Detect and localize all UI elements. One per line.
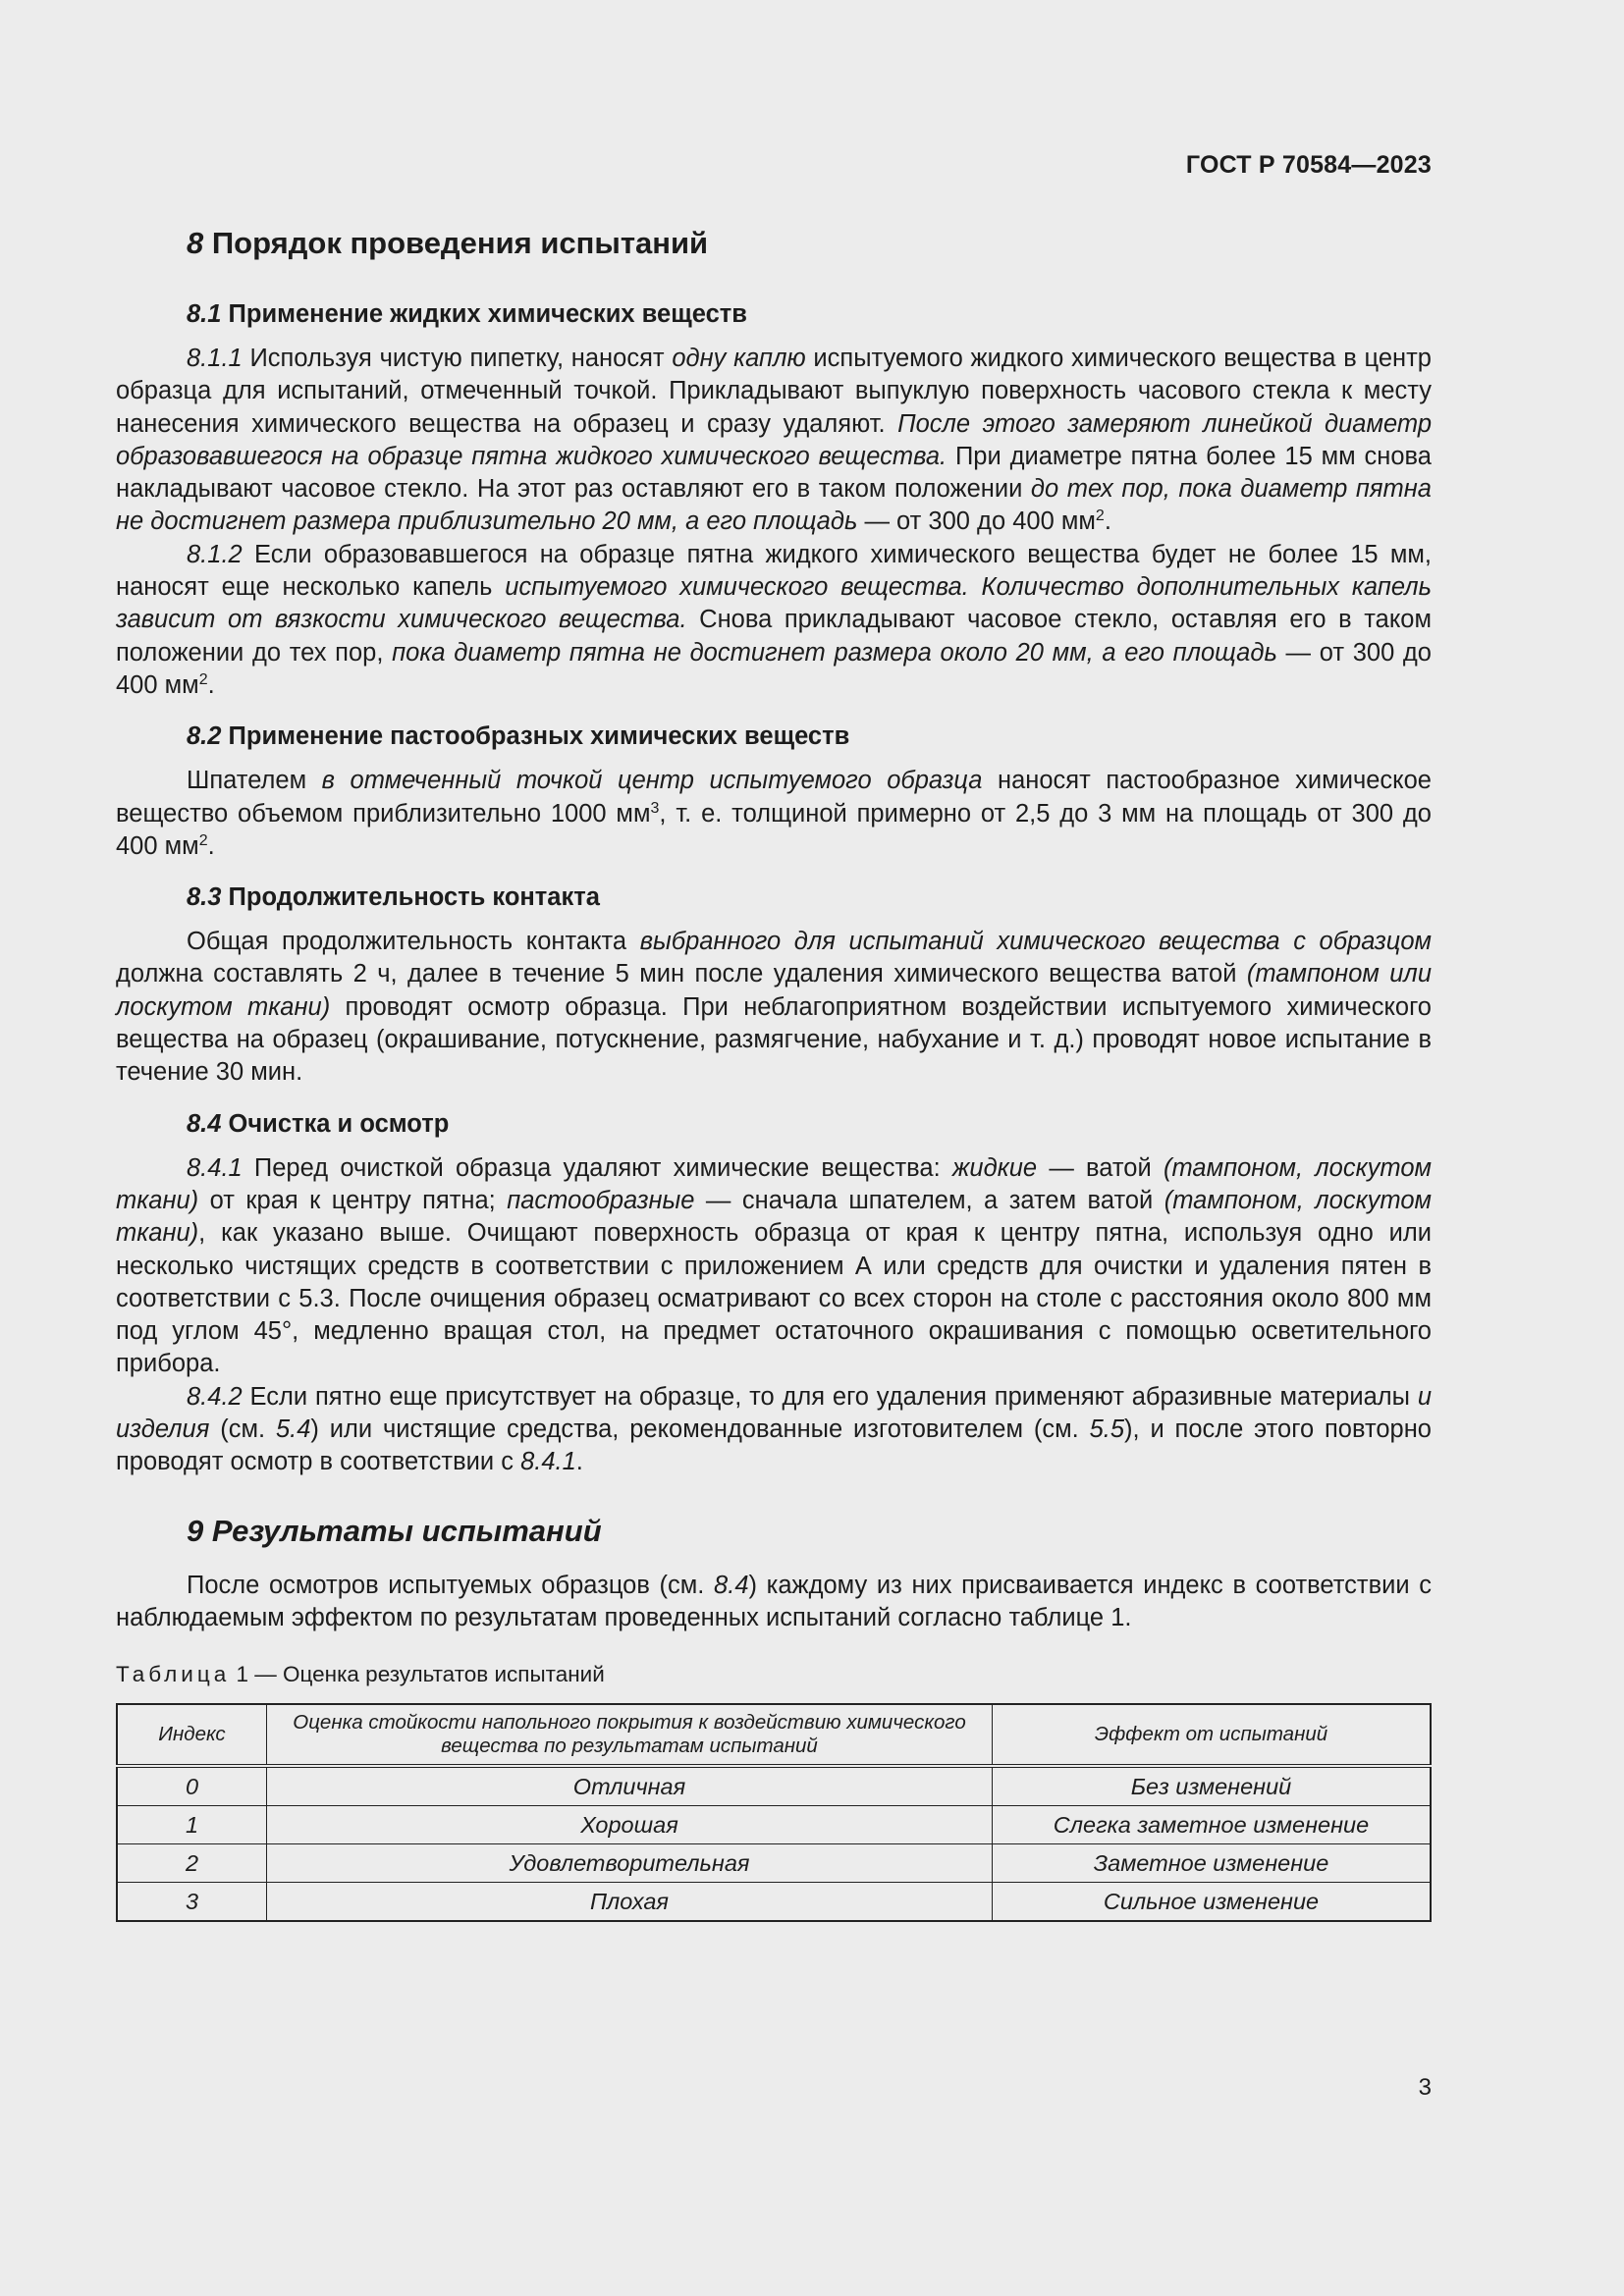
text-run: . [207, 670, 215, 699]
text-run: Снова прикладывают часовое стекло, оставляя его в таком положении до тех пор, [116, 606, 1432, 667]
table-row [117, 1766, 1431, 1806]
italic-run: пастообразные [507, 1186, 695, 1214]
text-run: При диаметре пятна более 15 мм снова накладывают часовое стекло. На этот раз оставляют его в таком положении [116, 442, 1432, 504]
section-9-heading [187, 1509, 1432, 1554]
text-run: — ватой [1037, 1153, 1164, 1182]
text-run: — от 300 до 400 мм [857, 507, 1096, 536]
subsection-title: Применение жидких химических веществ [228, 300, 747, 328]
italic-run: 8.4.1 [520, 1448, 576, 1476]
text-run: . [1104, 507, 1111, 536]
text-run: , т. е. толщиной примерно от 2,5 до 3 мм на площадь от 300 до 400 мм [116, 799, 1432, 860]
italic-run: 8.4 [714, 1571, 749, 1599]
superscript: 2 [198, 831, 208, 849]
cell-effect: Сильное изменение [993, 1883, 1432, 1922]
italic-run: (тампоном, лоскутом ткани) [116, 1186, 1432, 1248]
cell-evaluation: Плохая [267, 1883, 993, 1922]
cell-evaluation: Хорошая [267, 1806, 993, 1844]
paragraph-8-4-2 [116, 1381, 1432, 1479]
italic-run: выбранного для испытаний химического вещества с образцом [639, 928, 1432, 956]
paragraph-8-4-1 [116, 1152, 1432, 1381]
italic-run: пока диаметр пятна не достигнет размера около 20 мм, а его площадь [392, 638, 1277, 667]
text-run: проводят осмотр образца. При неблагоприятном воздействии испытуемого химического вещества на образец (окрашивание, потускнение, размягчение, набухание и т. д.) проводят новое испытание в течение 30 мин. [116, 992, 1432, 1087]
text-run: ) каждому из них присваивается индекс в соответствии с наблюдаемым эффектом по результатам проведенных испытаний согласно таблице 1. [116, 1571, 1433, 1631]
paragraph-8-1-2 [116, 539, 1432, 702]
table-row [117, 1844, 1431, 1883]
cell-evaluation: Удовлетворительная [267, 1844, 993, 1883]
text-run: испытуемого жидкого химического вещества в центр образца для испытаний, отмеченный точкой. Прикладывают выпуклую поверхность часового стекла к месту нанесения химического вещества на образец и сразу удаляют. [116, 345, 1432, 438]
paragraph-9 [116, 1570, 1432, 1635]
italic-run: 5.4 [275, 1415, 311, 1444]
text-run: Если образовавшегося на образце пятна жидкого химического вещества будет не более 15 мм, наносят еще несколько капель [116, 540, 1432, 602]
table-row [117, 1883, 1431, 1922]
text-run: Общая продолжительность контакта [187, 928, 640, 956]
document-page [116, 0, 1432, 2296]
table-caption [116, 1660, 1432, 1689]
subsection-number: 8.4 [187, 1109, 222, 1138]
superscript: 3 [650, 799, 660, 817]
text-run: должна составлять 2 ч, далее в течение 5 мин после удаления химического вещества ватой [116, 960, 1247, 988]
italic-run: После этого замеряют линейкой диаметр образовавшегося на образце пятна жидкого химического вещества. [116, 409, 1432, 470]
cell-index: 3 [117, 1883, 267, 1922]
section-number: 9 [187, 1513, 204, 1548]
text-run: После осмотров испытуемых образцов (см. [187, 1571, 715, 1599]
section-8-heading [187, 221, 1432, 266]
text-run: Используя чистую пипетку, наносят [242, 345, 673, 372]
italic-run: испытуемого химического вещества. Количество дополнительных капель зависит от вязкости химического вещества. [116, 573, 1432, 634]
header-evaluation: Оценка стойкости напольного покрытия к воздействию химического вещества по результатам испытаний [267, 1704, 993, 1766]
subsection-8-4-heading [187, 1105, 1432, 1143]
text-run: ), и после этого повторно проводят осмотр в соответствии с [116, 1415, 1432, 1476]
italic-run: (тампоном, лоскутом ткани) [116, 1153, 1432, 1214]
paragraph-8-3 [116, 926, 1432, 1089]
italic-run: жидкие [951, 1153, 1038, 1182]
cell-index: 0 [117, 1766, 267, 1806]
italic-run: одну каплю [672, 345, 806, 372]
text-run: наносят пастообразное химическое вещество объемом приблизительно 1000 мм [116, 767, 1432, 828]
text-run: Если пятно еще присутствует на образце, то для его удаления применяют абразивные материалы [242, 1382, 1418, 1411]
document-code: ГОСТ Р 70584—2023 [1185, 151, 1432, 179]
clause-number: 8.1.1 [187, 345, 243, 372]
table-caption-title: 1 — Оценка результатов испытаний [230, 1662, 605, 1687]
cell-effect: Без изменений [993, 1766, 1432, 1806]
subsection-title: Применение пастообразных химических веществ [228, 722, 850, 751]
cell-index: 1 [117, 1806, 267, 1844]
text-run: Перед очисткой образца удаляют химические вещества: [242, 1153, 952, 1182]
subsection-8-3-heading [187, 879, 1432, 916]
text-run: Шпателем [187, 767, 322, 795]
cell-effect: Заметное изменение [993, 1844, 1432, 1883]
clause-number: 8.4.2 [187, 1382, 243, 1411]
text-run: от края к центру пятна; [198, 1186, 508, 1214]
cell-index: 2 [117, 1844, 267, 1883]
header-effect: Эффект от испытаний [993, 1704, 1432, 1766]
paragraph-8-2 [116, 765, 1432, 863]
section-title: Результаты испытаний [211, 1513, 602, 1548]
superscript: 2 [1095, 507, 1105, 525]
document-body [116, 221, 1432, 1922]
text-run: . [207, 831, 215, 860]
text-run: , как указано выше. Очищают поверхность образца от края к центру пятна, используя одно или несколько чистящих средств в соответствии с приложением А или средств для очистки и удаления пятен в соответствии с 5.3. После очищения образец осматривают со всех сторон на столе с расстояния около 800 мм под углом 45°, медленно вращая стол, на предмет остаточного окрашивания с помощью осветительного прибора. [116, 1219, 1432, 1378]
text-run: ) или чистящие средства, рекомендованные изготовителем (см. [310, 1415, 1090, 1444]
subsection-title: Продолжительность контакта [228, 883, 600, 912]
italic-run: до тех пор, пока диаметр пятна не достигнет размера приблизительно 20 мм, а его площадь [116, 475, 1432, 536]
table-caption-word: Таблица [116, 1662, 231, 1687]
cell-evaluation: Отличная [267, 1766, 993, 1806]
text-run: . [575, 1448, 583, 1476]
text-run: (см. [209, 1415, 276, 1444]
subsection-number: 8.1 [187, 300, 222, 328]
subsection-8-2-heading [187, 718, 1432, 755]
subsection-8-1-heading [187, 295, 1432, 333]
subsection-title: Очистка и осмотр [228, 1109, 450, 1138]
header-index: Индекс [117, 1704, 267, 1766]
text-run: — сначала шпателем, а затем ватой [694, 1186, 1164, 1214]
table-header-row [117, 1704, 1431, 1766]
section-number: 8 [187, 226, 204, 260]
results-table [116, 1703, 1432, 1922]
page-number: 3 [1418, 2074, 1432, 2101]
clause-number: 8.1.2 [187, 540, 243, 568]
cell-effect: Слегка заметное изменение [993, 1806, 1432, 1844]
table-row [117, 1806, 1431, 1844]
italic-run: в отмеченный точкой центр испытуемого образца [321, 767, 983, 795]
text-run: — от 300 до 400 мм [116, 638, 1432, 699]
section-title: Порядок проведения испытаний [211, 226, 709, 260]
italic-run: (тампоном или лоскутом ткани) [116, 960, 1432, 1021]
paragraph-8-1-1 [116, 343, 1432, 539]
subsection-number: 8.3 [187, 883, 222, 912]
italic-run: 5.5 [1089, 1415, 1125, 1444]
italic-run: и изделия [116, 1382, 1432, 1444]
subsection-number: 8.2 [187, 722, 222, 751]
clause-number: 8.4.1 [187, 1153, 243, 1182]
superscript: 2 [198, 670, 208, 688]
